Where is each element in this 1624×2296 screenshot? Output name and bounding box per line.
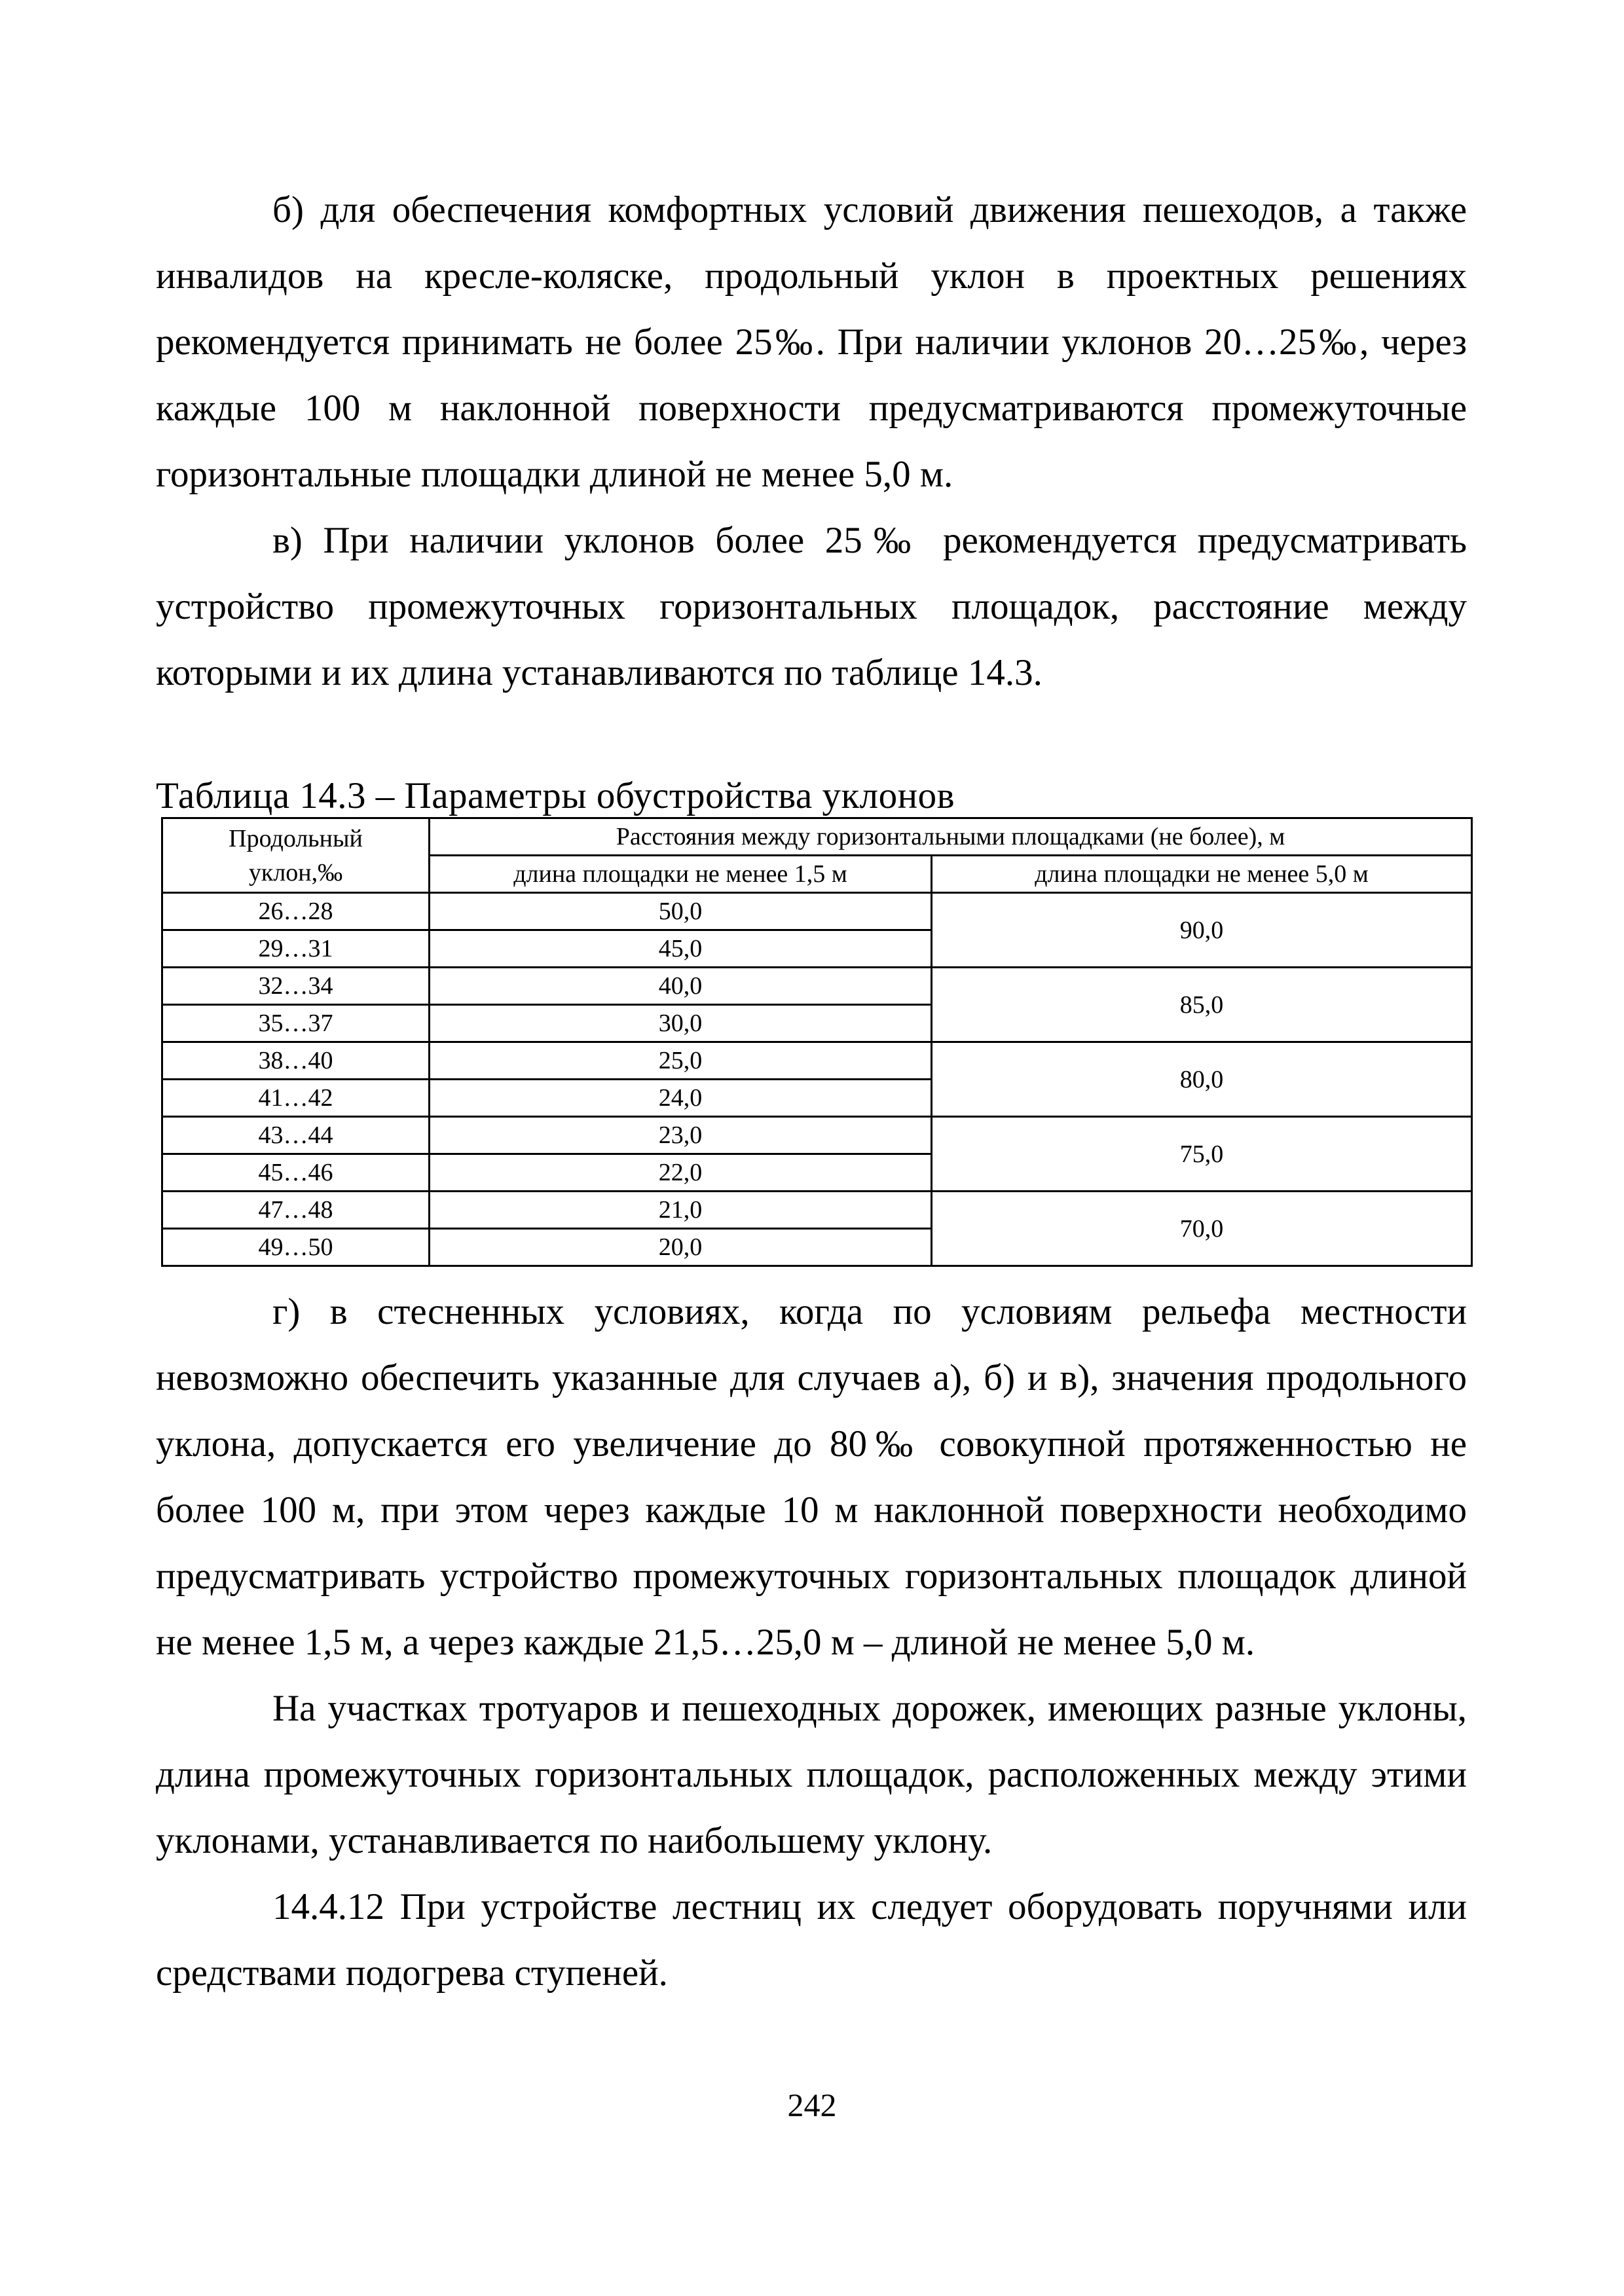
table-header-row: [162, 818, 1472, 856]
short-cell: 22,0: [430, 1154, 932, 1192]
table-caption: Таблица 14.3 – Параметры обустройства уклонов: [156, 775, 955, 816]
slope-cell: 29…31: [162, 930, 430, 968]
long-cell: 90,0: [932, 893, 1472, 968]
header-slope-line2: уклон,‰: [248, 858, 343, 886]
header-slope-line1: Продольный: [229, 824, 363, 852]
slope-cell: 49…50: [162, 1229, 430, 1266]
short-cell: 20,0: [430, 1229, 932, 1266]
slope-cell: 32…34: [162, 968, 430, 1005]
slope-cell: 35…37: [162, 1005, 430, 1042]
text-after-table: [156, 1279, 1467, 2006]
paragraph-14-4-12: 14.4.12 При устройстве лестниц их следует оборудовать поручнями или средствами подогрева ступеней.: [156, 1886, 1467, 1994]
slope-cell: 47…48: [162, 1192, 430, 1229]
paragraph-g: г) в стесненных условиях, когда по условиям рельефа местности невозможно обеспечить указанные для случаев а), б) и в), значения продольного уклона, допускается его увеличение до 80‰ совокупной протяженностью не более 100 м, при этом через каждые 10 м наклонной поверхности необходимо предусматривать устройство промежуточных горизонтальных площадок длиной не менее 1,5 м, а через каждые 21,5…25,0 м – длиной не менее 5,0 м.: [156, 1291, 1467, 1663]
long-cell: 80,0: [932, 1042, 1472, 1117]
header-distances: Расстояния между горизонтальными площадками (не более), м: [430, 818, 1472, 856]
table-row: [162, 1192, 1472, 1229]
long-cell: 75,0: [932, 1117, 1472, 1192]
short-cell: 45,0: [430, 930, 932, 968]
slope-cell: 38…40: [162, 1042, 430, 1080]
paragraph-sidewalks: На участках тротуаров и пешеходных дорожек, имеющих разные уклоны, длина промежуточных горизонтальных площадок, расположенных между этими уклонами, устанавливается по наибольшему уклону.: [156, 1688, 1467, 1861]
header-col-long: длина площадки не менее 5,0 м: [932, 856, 1472, 893]
paragraph-v: в) При наличии уклонов более 25‰ рекомендуется предусматривать устройство промежуточных горизонтальных площадок, расстояние между которыми и их длина устанавливаются по таблице 14.3.: [156, 520, 1467, 693]
slope-cell: 26…28: [162, 893, 430, 930]
short-cell: 50,0: [430, 893, 932, 930]
short-cell: 25,0: [430, 1042, 932, 1080]
short-cell: 23,0: [430, 1117, 932, 1154]
slope-parameters-table: [161, 817, 1473, 1267]
paragraph-b: б) для обеспечения комфортных условий движения пешеходов, а также инвалидов на кресле-коляске, продольный уклон в проектных решениях рекомендуется принимать не более 25‰. При наличии уклонов 20…25‰, через каждые 100 м наклонной поверхности предусматриваются промежуточные горизонтальные площадки длиной не менее 5,0 м.: [156, 189, 1467, 495]
short-cell: 30,0: [430, 1005, 932, 1042]
short-cell: 40,0: [430, 968, 932, 1005]
short-cell: 24,0: [430, 1080, 932, 1117]
long-cell: 85,0: [932, 968, 1472, 1042]
table-row: [162, 1042, 1472, 1080]
slope-cell: 41…42: [162, 1080, 430, 1117]
slope-cell: 45…46: [162, 1154, 430, 1192]
table-row: [162, 968, 1472, 1005]
document-page: [156, 177, 1467, 2006]
page-number: 242: [787, 2086, 837, 2123]
table-row: [162, 893, 1472, 930]
long-cell: 70,0: [932, 1192, 1472, 1266]
slope-cell: 43…44: [162, 1117, 430, 1154]
header-col-short: длина площадки не менее 1,5 м: [430, 856, 932, 893]
header-slope: [162, 818, 430, 893]
short-cell: 21,0: [430, 1192, 932, 1229]
table-row: [162, 1117, 1472, 1154]
